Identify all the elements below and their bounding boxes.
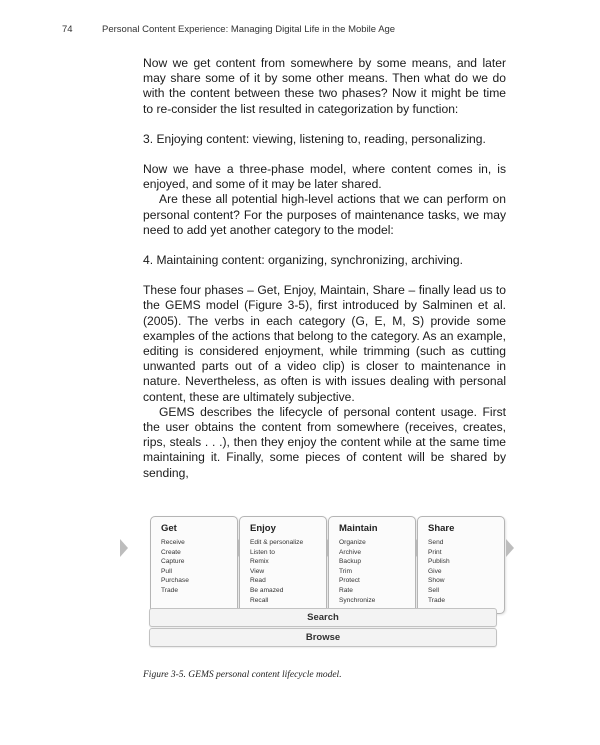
paragraph-5: GEMS describes the lifecycle of personal content usage. First the user obtains the content from somewhere (receives, creates, rips, steals . . .), then they enjoy the content while at the same time maintaining it. Finally, some pieces of content will be shared by sending, [143,404,506,480]
stage-item: Recall [250,596,269,604]
paragraph-3: Are these all potential high-level actions that we can perform on personal content? For the purposes of maintenance tasks, we may need to add yet another category to the model: [143,192,506,237]
stage-item: Show [428,577,445,585]
stage-item: Publish [428,558,450,566]
stage-item: Listen to [250,548,275,556]
stage-items [161,538,189,596]
stage-item: Print [428,548,442,556]
running-title: Personal Content Experience: Managing Digital Life in the Mobile Age [102,24,396,35]
running-header [62,24,395,35]
stage-item: Pull [161,567,172,575]
paragraph-4: These four phases – Get, Enjoy, Maintain, Share – finally lead us to the GEMS model (Figure 3-5), first introduced by Salminen et al. (2005). The verbs in each category (G, E, M, S) provide some examples of the actions that belong to the category. As an example, editing is considered enjoyment, while trimming (such as cutting unwanted parts out of a video clip) is closer to maintenance in nature. Nevertheless, as often is with issues dealing with personal content, these are ultimately subjective. [143,283,506,404]
flow-arrow-in-icon [120,539,128,557]
stage-item: Receive [161,539,185,546]
browse-lane: Browse [149,628,497,647]
stage-enjoy [239,516,327,614]
stage-get [150,516,238,614]
search-lane: Search [149,608,497,627]
stage-item: Be amazed [250,586,284,594]
stage-title: Enjoy [250,523,276,534]
stage-maintain [328,516,416,614]
stage-item: Synchronize [339,596,376,604]
body-text [143,56,506,481]
stage-title: Maintain [339,523,378,534]
page-number: 74 [62,24,73,35]
paragraph-1: Now we get content from somewhere by some means, and later may share some of it by some other means. Then what do we do with the content between these two phases? Now it might be time to re-consider the list resulted in categorization by function: [143,56,506,116]
stage-title: Get [161,523,177,534]
stage-item: Capture [161,558,185,566]
stage-item: Send [428,539,444,546]
stage-item: Archive [339,548,361,556]
stage-item: Protect [339,577,360,585]
stage-item: Trade [428,596,445,604]
stage-items [339,538,375,605]
stage-share [417,516,505,614]
stage-item: Purchase [161,577,189,585]
stage-item: Read [250,577,266,585]
list-item-4: 4. Maintaining content: organizing, synchronizing, archiving. [143,253,463,268]
stage-item: Create [161,548,181,556]
stage-items [428,538,450,605]
stage-item: Trim [339,567,352,575]
gems-lifecycle-diagram [118,512,516,652]
flow-arrow-out-icon [506,539,514,557]
stage-item: Backup [339,558,361,566]
stage-item: Rate [339,586,353,594]
stage-item: Remix [250,558,269,566]
stage-item: Trade [161,586,178,594]
stage-item: Organize [339,539,366,546]
stage-item: View [250,567,265,575]
stage-item: Give [428,567,442,575]
stage-item: Sell [428,586,439,594]
stage-items [250,538,303,605]
stage-title: Share [428,523,455,534]
stage-item: Edit & personalize [250,539,304,546]
figure-caption: Figure 3-5. GEMS personal content lifecycle model. [143,670,342,680]
paragraph-2: Now we have a three-phase model, where content comes in, is enjoyed, and some of it may be later shared. [143,162,506,192]
list-item-3: 3. Enjoying content: viewing, listening to, reading, personalizing. [143,131,486,146]
